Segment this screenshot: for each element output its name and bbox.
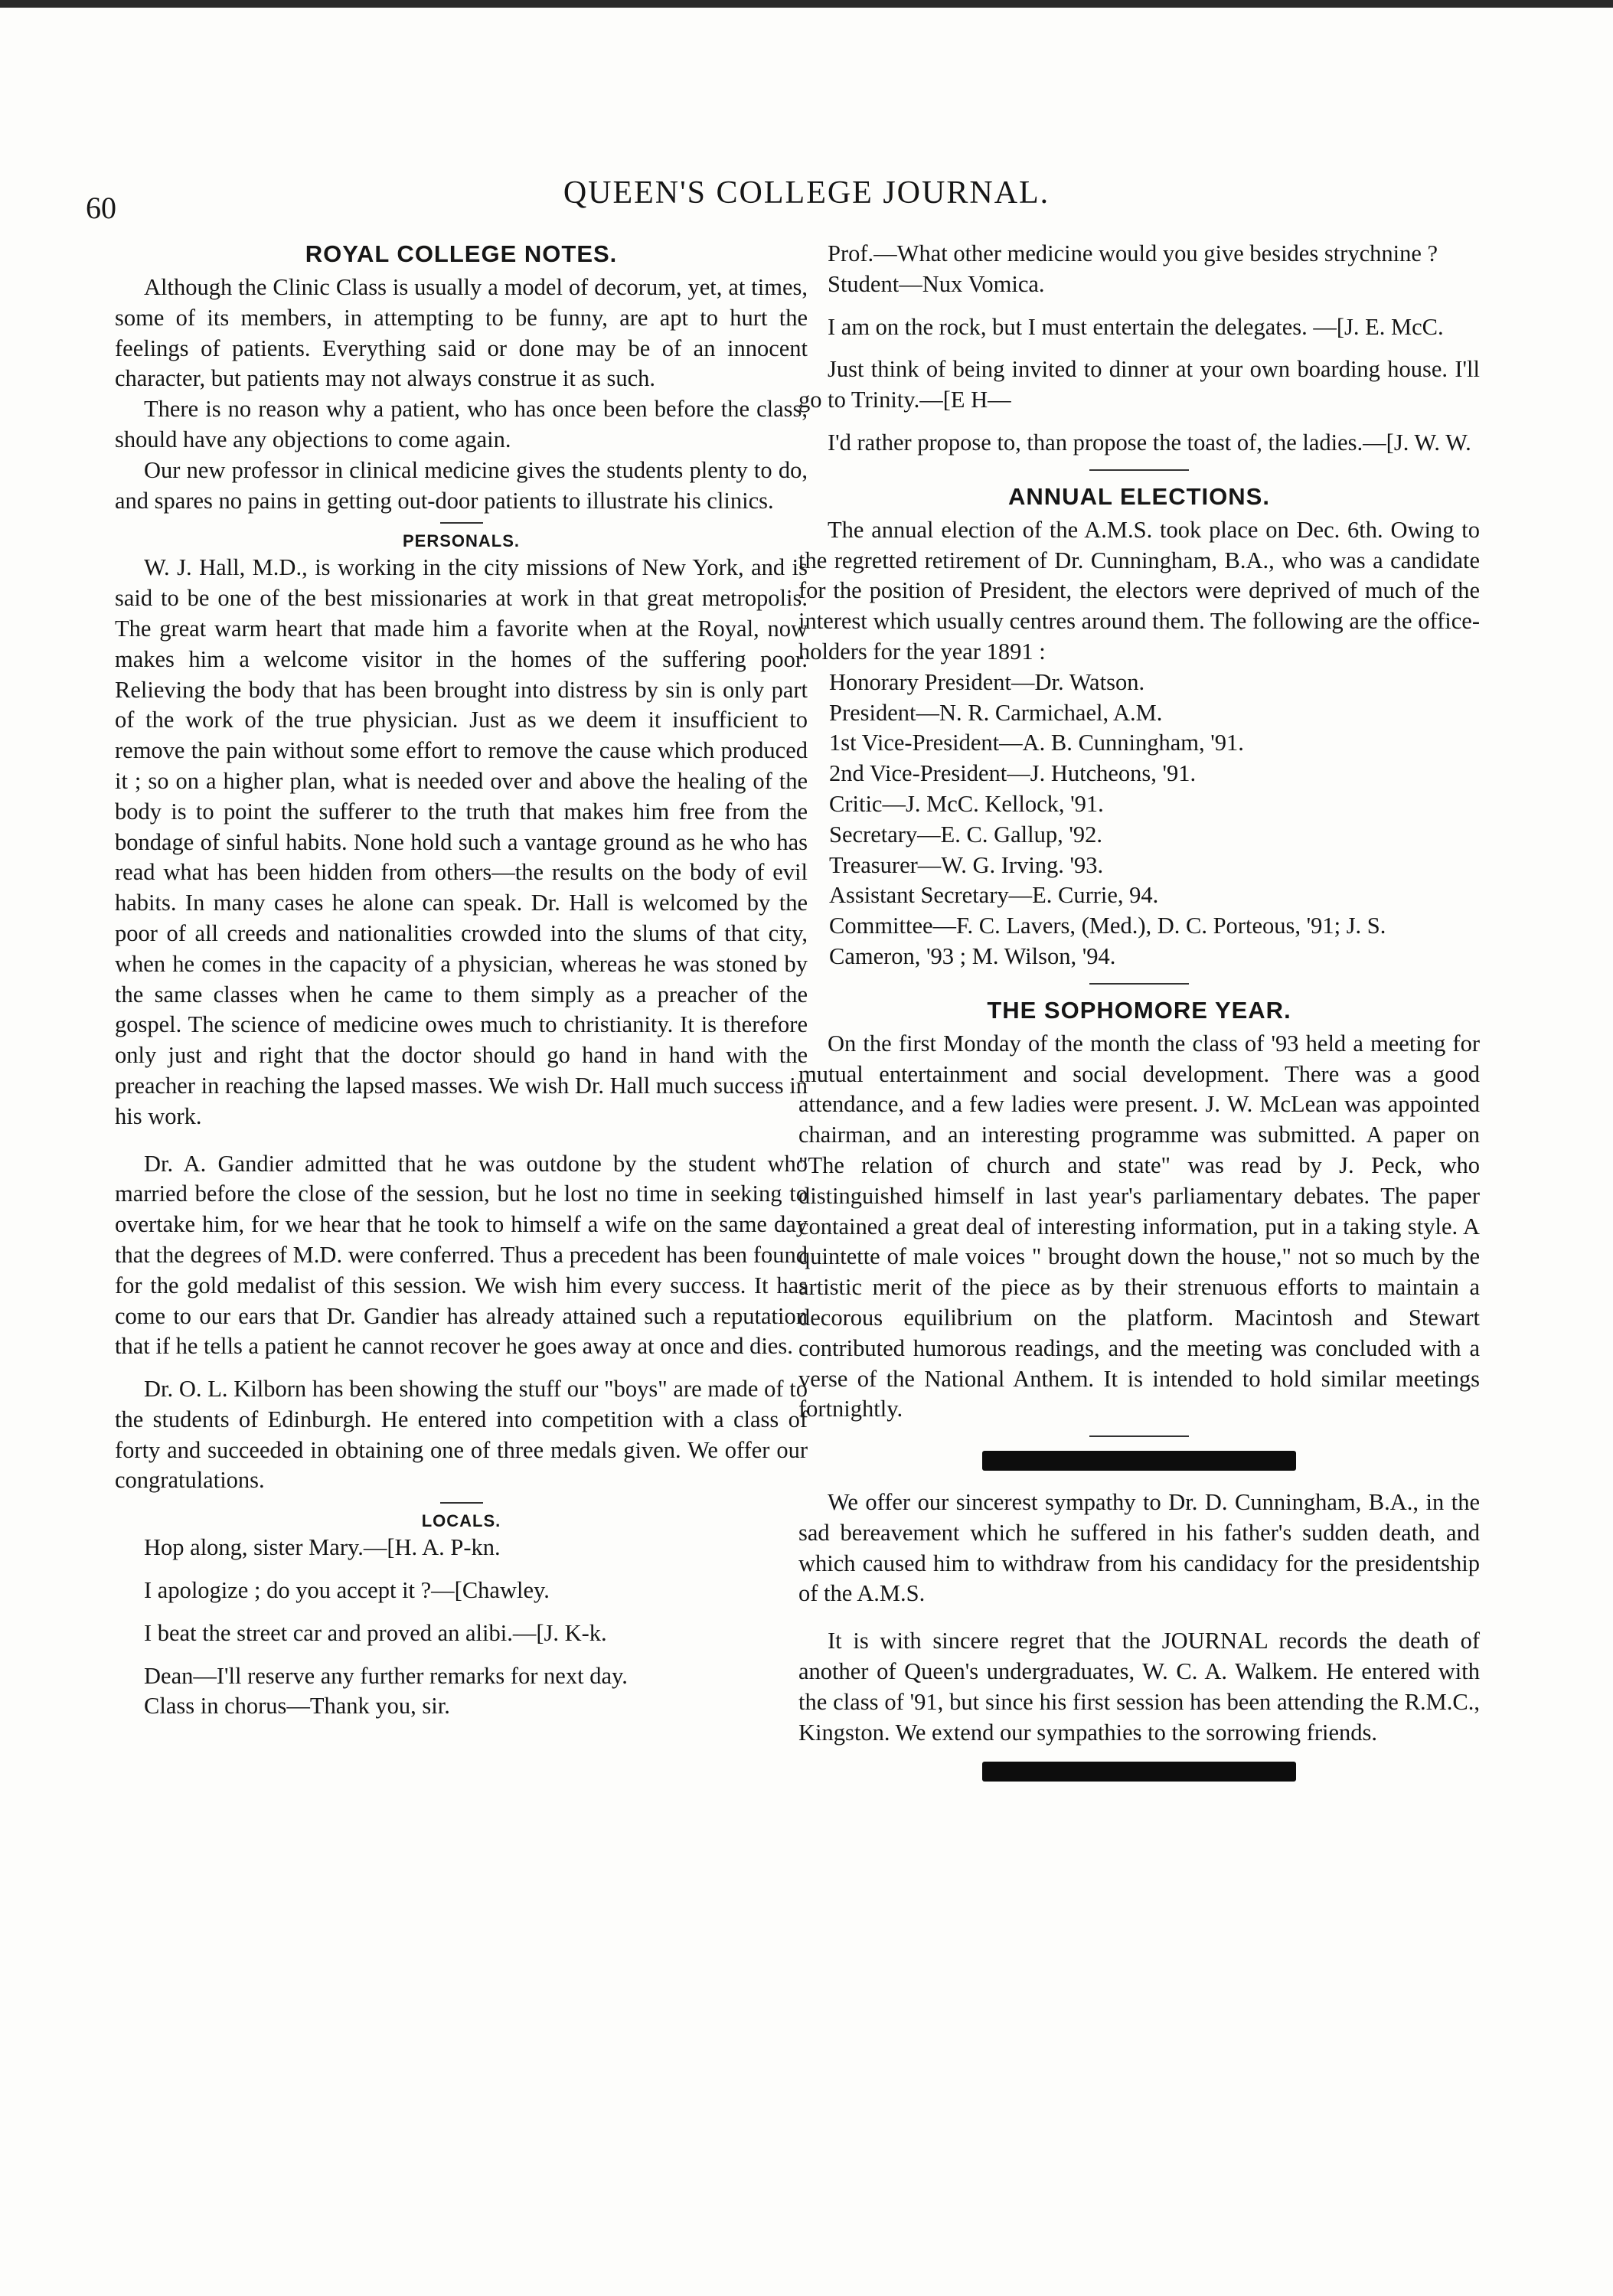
officer-entry: Assistant Secretary—E. Currie, 94. — [829, 882, 1159, 909]
locals-cont-item: Prof.—What other medicine would you give besides strychnine ? — [828, 240, 1438, 266]
sophomore-paragraph: On the first Monday of the month the class of '93 held a meeting for mutual entertainment and social development. There was a good attendance, and a few ladies were present. J. W. McLean was appointed chairman, and an interesting programme was submitted. A paper on "The relation of church and state" was read by J. Peck, who distinguished himself in last year's parliamentary debates. The paper contained a great deal of interesting information, put in a taking style. A quintette of male voices " brought down the house," not so much by the artistic merit of the piece as by their strenuous efforts to maintain a decorous equilibrium on the platform. Macintosh and Stewart contributed humorous readings, and the meeting was concluded with a verse of the National Anthem. It is intended to hold similar meetings fortnightly. — [798, 1030, 1480, 1422]
officer-entry: Treasurer—W. G. Irving. '93. — [829, 851, 1104, 878]
locals-cont-item: I am on the rock, but I must entertain the delegates. —[J. E. McC. — [828, 313, 1444, 340]
page-top-border — [0, 0, 1613, 8]
officer-entry: Secretary—E. C. Gallup, '92. — [829, 821, 1103, 848]
royal-paragraph-3: Our new professor in clinical medicine gives the students plenty to do, and spares no pains in getting out-door patients to illustrate his clinics. — [115, 456, 808, 514]
locals-heading: LOCALS. — [421, 1511, 501, 1531]
page-number: 60 — [86, 191, 116, 225]
locals-item: I beat the street car and proved an alibi.—[J. K-k. — [144, 1619, 607, 1646]
locals-item: I apologize ; do you accept it ?—[Chawley. — [144, 1577, 550, 1604]
officer-entry: Honorary President—Dr. Watson. — [829, 668, 1145, 695]
locals-item: Class in chorus—Thank you, sir. — [144, 1693, 450, 1720]
locals-cont-item: I'd rather propose to, than propose the toast of, the ladies.—[J. W. W. — [828, 429, 1471, 456]
personals-paragraph-1: W. J. Hall, M.D., is working in the city missions of New York, and is said to be one of the best missionaries at work in that great metropolis. The great warm heart that made him a favorite when at the Royal, now makes him a welcome visitor in the homes of the suffering poor. Relieving the body that has been brought into distress by sin is only part of the work of the true physician. Just as we deem it insufficient to remove the pain without some effort to remove the cause which produced it ; so on a higher plan, what is needed over and above the healing of the body is to point the sufferer to the truth that makes him free from the bondage of sinful habits. None hold such a vantage ground as he who has read what has been hidden from others—the results on the body of evil habits. In many cases he alone can speak. Dr. Hall is welcomed by the poor of all creeds and nationalities crowded into the slums of that city, when he comes in the capacity of a physician, whereas he was stoned by the same classes when he came to them simply as a preacher of the gospel. The science of medicine owes much to christianity. It is therefore only just and right that the doctor should go hand in hand with the preacher in reaching the lapsed masses. We wish Dr. Hall much success in his work. — [115, 554, 808, 1129]
officer-entry: Committee—F. C. Lavers, (Med.), D. C. Porteous, '91; J. S. Cameron, '93 ; M. Wilson, '94. — [829, 913, 1386, 969]
heavy-rule — [982, 1762, 1296, 1782]
locals-item: Dean—I'll reserve any further remarks for next day. — [144, 1662, 628, 1689]
sophomore-year-heading: THE SOPHOMORE YEAR. — [987, 996, 1291, 1024]
heavy-rule — [982, 1451, 1296, 1471]
royal-college-notes-heading: ROYAL COLLEGE NOTES. — [305, 240, 618, 267]
officer-entry: 2nd Vice-President—J. Hutcheons, '91. — [829, 760, 1197, 787]
walkem-paragraph: It is with sincere regret that the JOURNAL records the death of another of Queen's undergraduates, W. C. A. Walkem. He entered with the class of '91, but since his first session has been attending the R.M.C., Kingston. We extend our sympathies to the sorrowing friends. — [798, 1628, 1480, 1746]
section-divider — [440, 1502, 483, 1504]
right-column — [798, 239, 1480, 1798]
locals-cont-item: Just think of being invited to dinner at your own boarding house. I'll go to Trinity.—[E H— — [798, 356, 1480, 413]
section-divider — [440, 522, 483, 524]
personals-paragraph-2: Dr. A. Gandier admitted that he was outdone by the student who married before the close of the session, but he lost no time in seeking to overtake him, for we hear that he took to himself a wife on the same day that the degrees of M.D. were conferred. Thus a precedent has been found for the gold medalist of this session. We wish him every success. It has come to our ears that Dr. Gandier has already attained such a reputation that if he tells a patient he cannot recover he goes away at once and dies. — [115, 1150, 808, 1360]
officer-entry: Critic—J. McC. Kellock, '91. — [829, 790, 1104, 817]
officer-entry: President—N. R. Carmichael, A.M. — [829, 699, 1163, 726]
left-column — [115, 239, 808, 1722]
sympathy-paragraph: We offer our sincerest sympathy to Dr. D. Cunningham, B.A., in the sad bereavement which he suffered in his father's sudden death, and which caused him to withdraw from his candidacy for the presidentship of the A.M.S. — [798, 1489, 1480, 1607]
elections-intro: The annual election of the A.M.S. took place on Dec. 6th. Owing to the regretted retirement of Dr. Cunningham, B.A., who was a candidate for the position of President, the electors were deprived of much of the interest which usually centres around them. The following are the office-holders for the year 1891 : — [798, 516, 1480, 665]
royal-paragraph-2: There is no reason why a patient, who has once been before the class, should have any objections to come again. — [115, 396, 808, 452]
annual-elections-heading: ANNUAL ELECTIONS. — [1008, 482, 1270, 510]
journal-title: QUEEN'S COLLEGE JOURNAL. — [563, 175, 1050, 211]
section-divider — [1089, 1435, 1189, 1437]
personals-heading: PERSONALS. — [402, 531, 521, 551]
locals-item: Hop along, sister Mary.—[H. A. P-kn. — [144, 1534, 501, 1561]
royal-paragraph-1: Although the Clinic Class is usually a model of decorum, yet, at times, some of its members, in attempting to be funny, are apt to hurt the feelings of patients. Everything said or done may be of an innocent character, but patients may not always construe it as such. — [115, 274, 808, 392]
personals-paragraph-3: Dr. O. L. Kilborn has been showing the stuff our "boys" are made of to the students of Edinburgh. He entered into competition with a class of forty and succeeded in obtaining one of three medals given. We offer our congratulations. — [115, 1376, 808, 1494]
section-divider — [1089, 983, 1189, 985]
locals-cont-item: Student—Nux Vomica. — [828, 270, 1045, 297]
section-divider — [1089, 469, 1189, 471]
officer-entry: 1st Vice-President—A. B. Cunningham, '91. — [829, 730, 1244, 756]
officers-list — [798, 668, 1480, 972]
